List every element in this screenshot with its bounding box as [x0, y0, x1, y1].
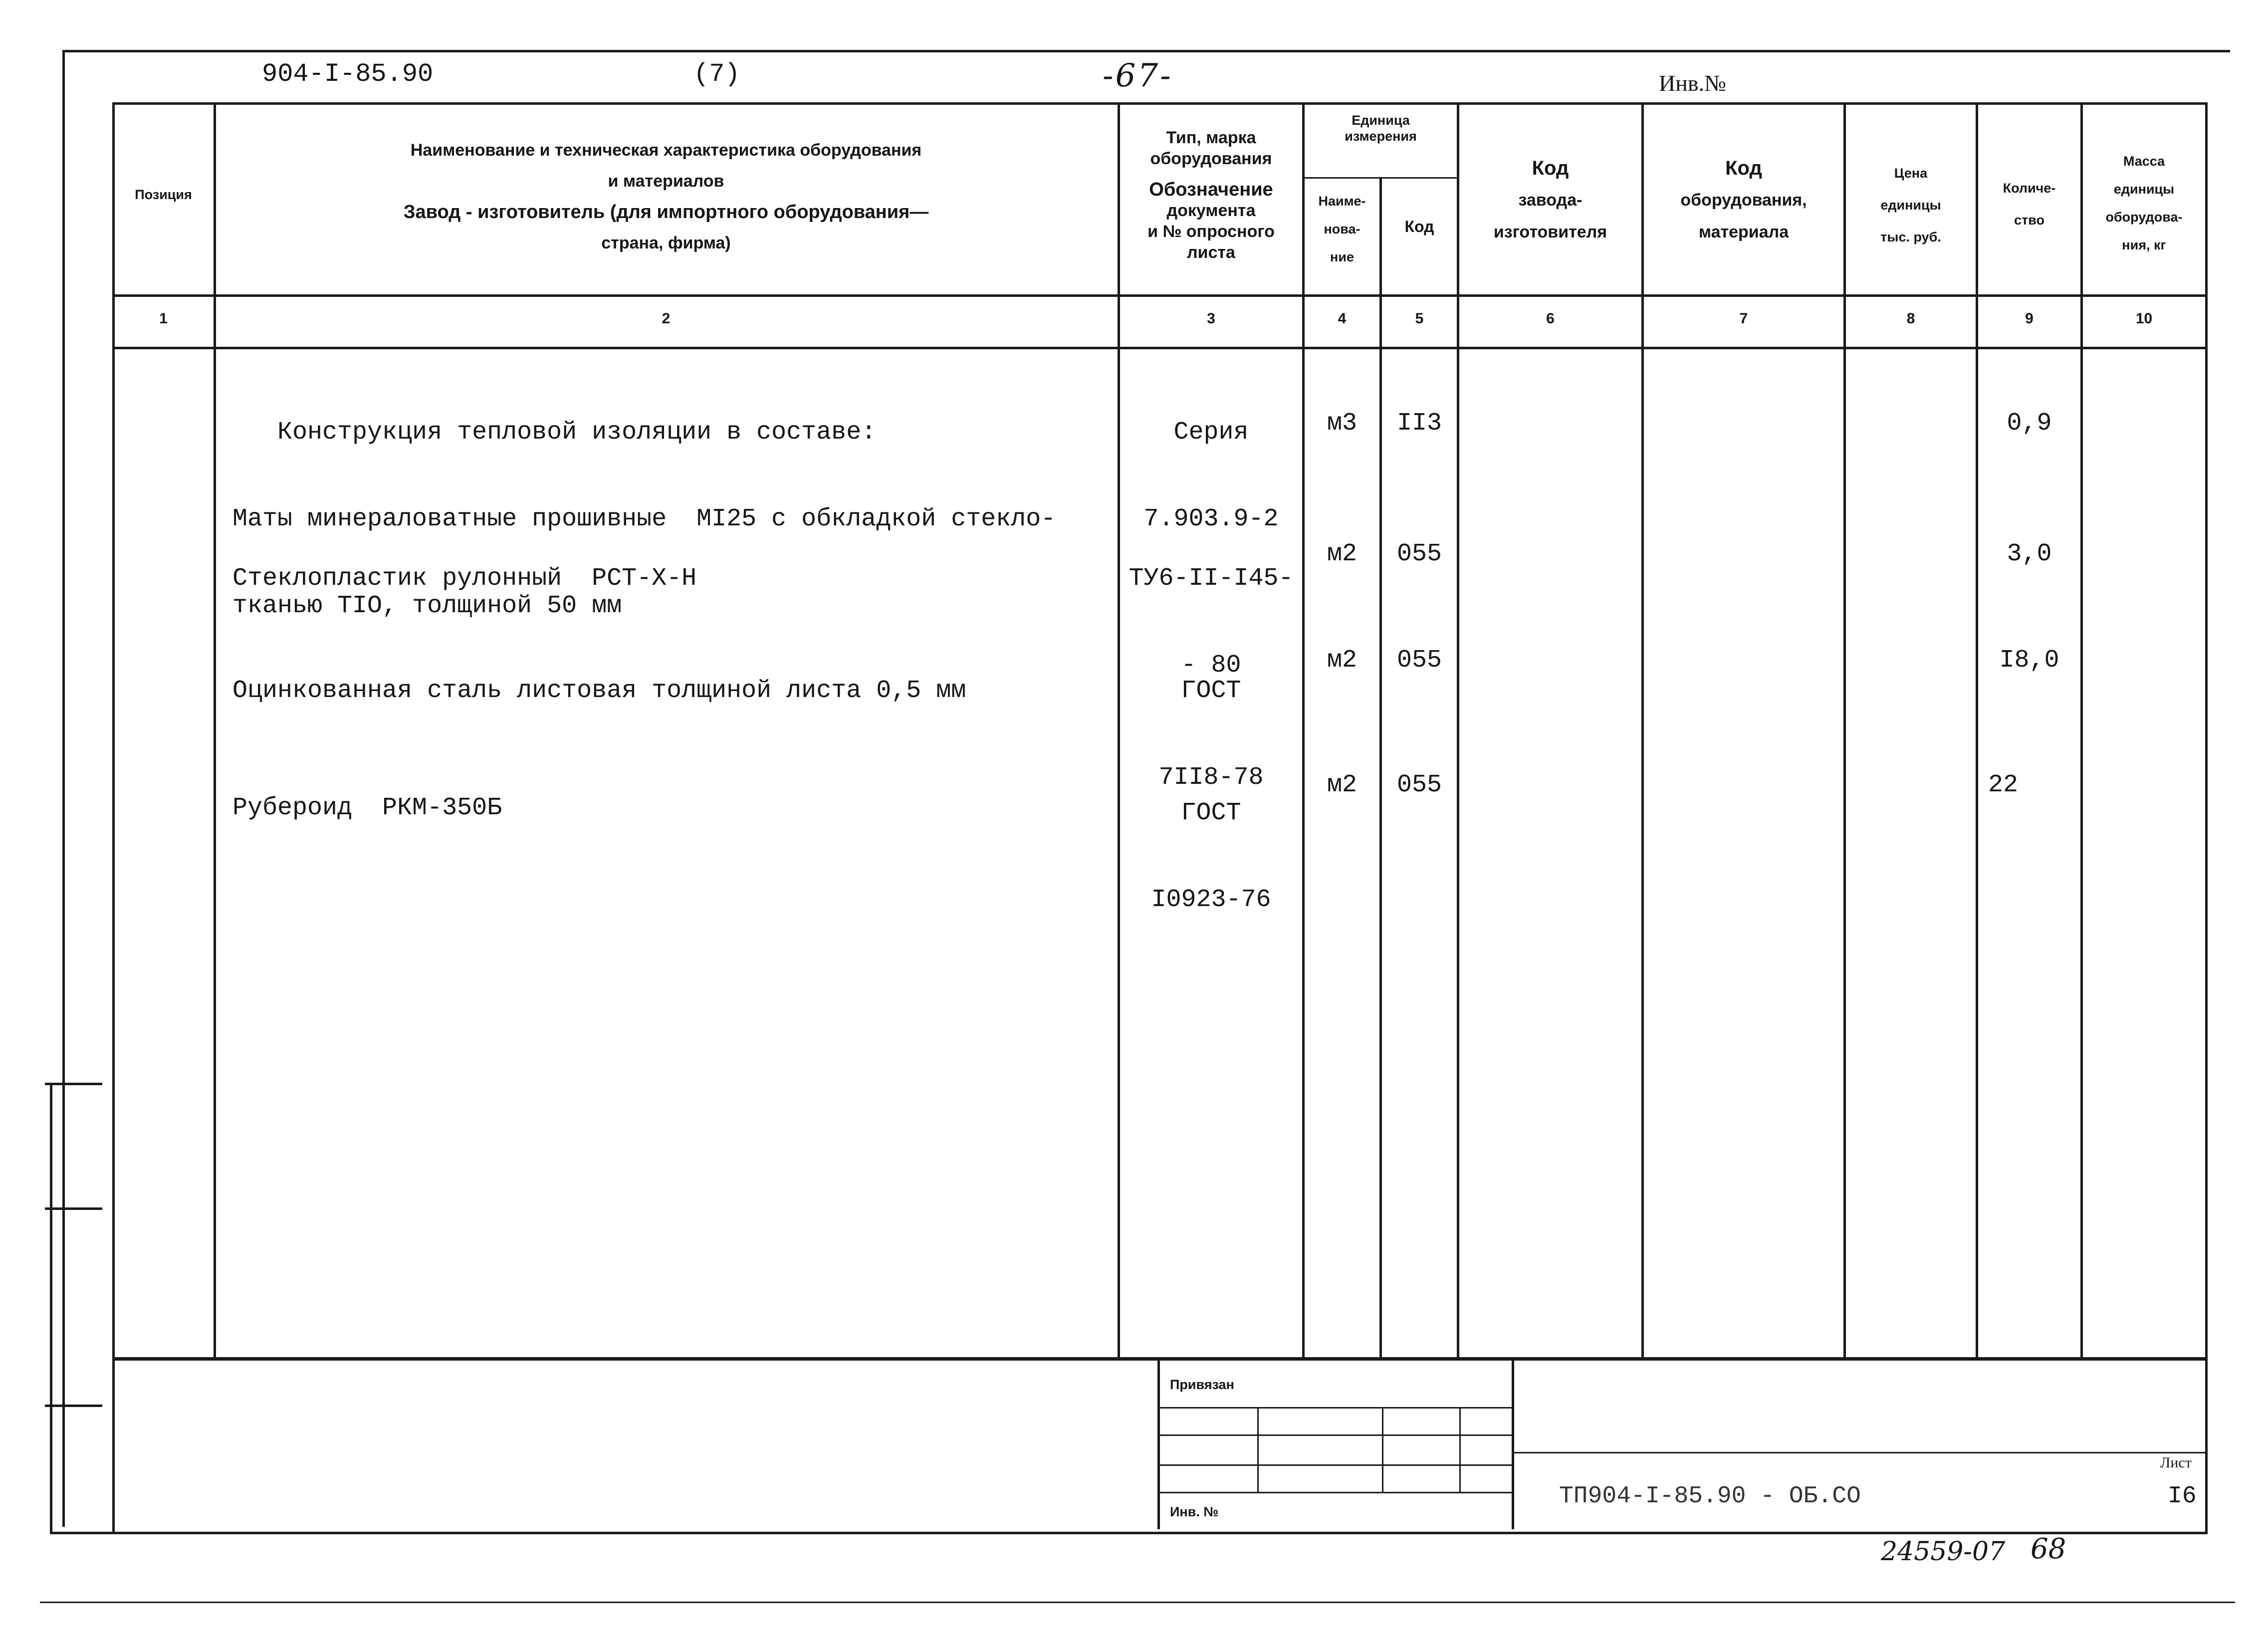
header-mass-line1: Масса — [2123, 154, 2165, 169]
header-unit-code: Код — [1404, 218, 1434, 236]
header-mass-line2: единицы — [2113, 182, 2175, 197]
stamp-mid-line — [1512, 1357, 1514, 1529]
frame-left-outer-line — [62, 50, 65, 1527]
header-type-line2: оборудования — [1150, 149, 1272, 168]
row4-unit-code: 055 — [1396, 771, 1442, 799]
colnum-6: 6 — [1546, 310, 1555, 327]
inv-no-label: Инв. № — [1170, 1504, 1219, 1519]
table-row — [232, 619, 966, 734]
margin-mark-2 — [45, 1207, 102, 1210]
sheet-number: I6 — [2168, 1483, 2197, 1510]
unit-group-divider — [1302, 177, 1457, 179]
row1-unit-code: II3 — [1396, 409, 1442, 438]
header-mass-line3: оборудова- — [2105, 210, 2183, 225]
row1-name-line3: тканью ТIО, толщиной 50 мм — [232, 592, 622, 620]
stamp-line-3 — [1157, 1464, 1512, 1466]
header-quantity-line2: ство — [2014, 213, 2044, 228]
header-price-line3: тыс. руб. — [1880, 230, 1941, 244]
table-row — [232, 506, 696, 622]
header-name-line1: Наименование и техническая характеристика оборудования — [410, 141, 922, 160]
margin-mark-1 — [45, 1083, 102, 1085]
header-type-line6: листа — [1187, 243, 1235, 262]
header-mass — [2083, 147, 2205, 259]
row2-unit-code: 055 — [1396, 540, 1442, 568]
header-factory-code-line3: изготовителя — [1493, 223, 1607, 241]
margin-mark-3 — [45, 1405, 102, 1407]
table-top-line — [112, 102, 2208, 105]
table-row — [232, 736, 502, 852]
row1-doc-line1: Серия — [1173, 418, 1249, 447]
footer-page-number: 68 — [2031, 1533, 2066, 1565]
colnum-bottom-line — [112, 347, 2205, 349]
row4-doc — [1120, 741, 1302, 943]
row2-name-line1: Стеклопластик рулонный РСТ-Х-Н — [232, 564, 697, 593]
row4-doc-line1: ГОСТ — [1181, 799, 1241, 827]
colnum-8: 8 — [1906, 310, 1915, 327]
row4-name-line1: Рубероид РКМ-350Б — [232, 794, 502, 822]
header-name-line4: страна, фирма) — [601, 234, 731, 252]
col-divider-9 — [2080, 102, 2083, 1357]
header-position: Позиция — [135, 187, 192, 202]
row1-name-line1: Конструкция тепловой изоляции в составе: — [232, 418, 877, 447]
archive-number: 24559-07 — [1881, 1537, 2006, 1567]
header-price-line2: единицы — [1880, 198, 1941, 213]
stamp-inner-v1 — [1257, 1407, 1259, 1492]
header-name-block — [215, 135, 1118, 258]
stamp-line-4 — [1157, 1492, 1512, 1493]
section-number: (7) — [693, 59, 740, 89]
colnum-9: 9 — [2025, 310, 2034, 327]
col-divider-5 — [1457, 102, 1459, 1357]
header-type-line5: и № опросного — [1147, 222, 1275, 241]
frame-bottom-line — [50, 1532, 2208, 1534]
header-unit-name-line2: нова- — [1324, 222, 1361, 236]
stamp-right-divider — [1512, 1452, 2205, 1453]
row3-name-line1: Оцинкованная сталь листовая толщиной листа 0,5 мм — [232, 677, 966, 705]
privyazan-label: Привязан — [1170, 1377, 1234, 1392]
header-equipment-code-line2: оборудования, — [1680, 191, 1807, 210]
header-price-line1: Цена — [1894, 166, 1928, 181]
row1-name-line2: Маты минераловатные прошивные МI25 с обкладкой стекло- — [232, 505, 1056, 533]
col-divider-4 — [1379, 177, 1382, 1357]
header-quantity-line1: Количе- — [2003, 181, 2056, 196]
stamp-line-1 — [1157, 1407, 1512, 1409]
header-equipment-code-line3: материала — [1698, 223, 1789, 241]
colnum-1: 1 — [159, 310, 168, 327]
header-name-line3: Завод - изготовитель (для импортного оборудования— — [403, 202, 929, 223]
row2-doc-line2: - 80 — [1181, 651, 1241, 680]
stamp-inner-v3 — [1459, 1407, 1461, 1492]
row1-doc-line2: 7.903.9-2 — [1143, 505, 1279, 533]
row3-doc-line1: ГОСТ — [1181, 677, 1241, 705]
col-divider-8 — [1976, 102, 1978, 1357]
header-unit-name-line1: Наиме- — [1318, 194, 1366, 209]
table-right-line — [2205, 102, 2208, 1534]
row3-qty: I8,0 — [1999, 646, 2059, 675]
row2-doc-line1: ТУ6-II-I45- — [1129, 564, 1294, 593]
row4-doc-line2: I0923-76 — [1151, 886, 1271, 914]
header-quantity — [1978, 172, 2080, 236]
colnum-3: 3 — [1207, 310, 1215, 327]
colnum-2: 2 — [662, 310, 671, 327]
page-bottom-edge — [40, 1602, 2235, 1603]
row3-unit-code: 055 — [1396, 646, 1442, 675]
row2-unit: м2 — [1327, 540, 1357, 568]
header-bottom-line — [112, 294, 2205, 297]
row2-qty: 3,0 — [2007, 540, 2052, 568]
stamp-left-line — [1157, 1357, 1160, 1529]
margin-vertical — [50, 1083, 52, 1532]
header-factory-code — [1459, 152, 1641, 248]
header-name-line2: и материалов — [608, 172, 724, 191]
colnum-5: 5 — [1415, 310, 1424, 327]
colnum-10: 10 — [2135, 310, 2153, 327]
frame-top-line — [62, 50, 2230, 52]
header-unit-line2: измерения — [1345, 129, 1417, 144]
header-unit-group — [1305, 112, 1457, 144]
header-unit-name — [1305, 187, 1379, 271]
row3-doc-line2: 7II8-78 — [1158, 763, 1264, 792]
inventory-label: Инв.№ — [1659, 70, 1726, 96]
colnum-4: 4 — [1338, 310, 1347, 327]
row4-unit: м2 — [1327, 771, 1357, 799]
header-unit-name-line3: ние — [1330, 249, 1354, 264]
col-divider-6 — [1641, 102, 1644, 1357]
row4-qty: 22 — [1988, 771, 2019, 799]
doc-code: 904-I-85.90 — [262, 59, 434, 89]
row1-unit: м3 — [1327, 409, 1357, 438]
header-type-line3: Обозначение — [1149, 179, 1273, 200]
document-designation: ТП904-I-85.90 - ОБ.СО — [1559, 1483, 1861, 1510]
header-type-line4: документа — [1166, 201, 1256, 220]
header-factory-code-line1: Код — [1532, 157, 1569, 179]
header-unit-line1: Единица — [1352, 113, 1410, 128]
header-equipment-code — [1644, 152, 1843, 248]
header-price — [1846, 157, 1976, 253]
header-factory-code-line2: завода- — [1518, 191, 1583, 210]
page-mark: -67- — [1103, 57, 1173, 94]
sheet-label: Лист — [2160, 1454, 2192, 1471]
header-equipment-code-line1: Код — [1725, 157, 1762, 179]
col-divider-1 — [214, 102, 216, 1357]
row1-qty: 0,9 — [2007, 409, 2052, 438]
col-divider-3 — [1302, 102, 1305, 1357]
header-mass-line4: ния, кг — [2122, 237, 2166, 252]
col-divider-7 — [1843, 102, 1846, 1357]
row3-unit: м2 — [1327, 646, 1357, 675]
header-type-line1: Тип, марка — [1166, 128, 1256, 147]
colnum-7: 7 — [1739, 310, 1748, 327]
stamp-line-2 — [1157, 1434, 1512, 1436]
header-type-block — [1120, 127, 1302, 263]
stamp-inner-v2 — [1382, 1407, 1383, 1492]
